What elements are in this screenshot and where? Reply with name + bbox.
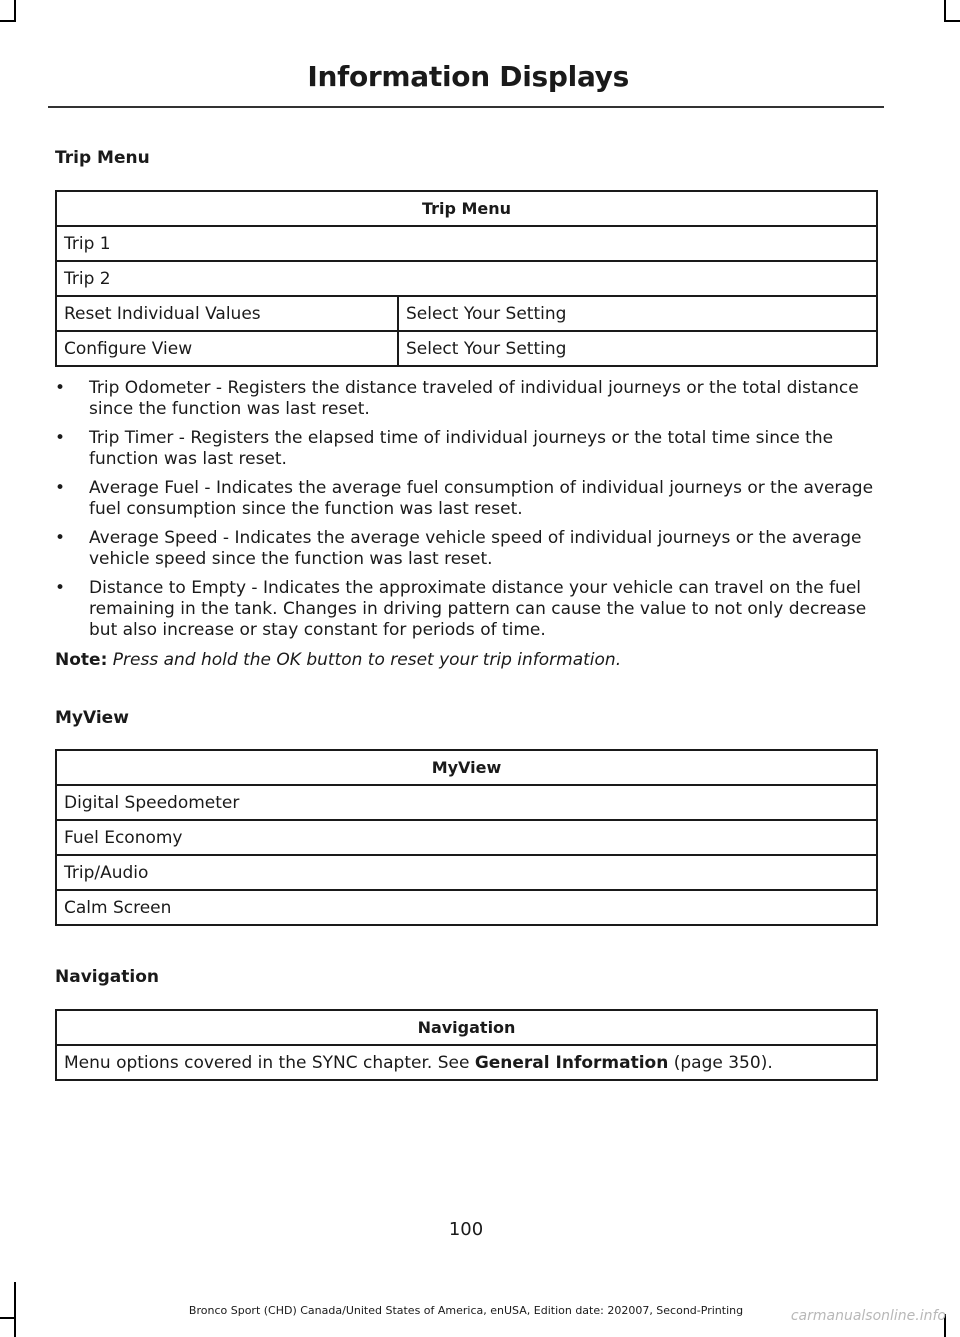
table-row: Trip 2 (56, 261, 877, 296)
navigation-row-suffix: (page 350). (673, 1052, 773, 1073)
edition-footer: Bronco Sport (CHD) Canada/United States of America, enUSA, Edition date: 202007, Second-Printing (188, 1304, 744, 1317)
list-item-text: Distance to Empty - Indicates the approximate distance your vehicle can travel on the fuel remaining in the tank. Changes in driving pattern can cause the value to not only decrease but also increase or stay constant for periods of time. (89, 578, 867, 640)
myview-table (55, 749, 878, 926)
table-row (56, 1045, 877, 1080)
table-cell-value: Select Your Setting (398, 331, 877, 366)
navigation-table (55, 1009, 878, 1081)
myview-heading: MyView (55, 708, 129, 728)
note-text: Press and hold the OK button to reset your trip information. (112, 650, 622, 670)
crop-mark (944, 0, 946, 22)
table-row: Calm Screen (56, 890, 877, 925)
crop-mark (14, 0, 16, 22)
list-item-text: Trip Odometer - Registers the distance traveled of individual journeys or the total distance since the function was last reset. (89, 378, 859, 419)
trip-menu-table-header: Trip Menu (56, 191, 877, 226)
note-label: Note: (55, 650, 108, 670)
list-item (55, 528, 885, 570)
trip-menu-heading: Trip Menu (55, 148, 150, 168)
myview-table-header: MyView (56, 750, 877, 785)
header-divider (48, 106, 884, 108)
list-item (55, 478, 885, 520)
page-number: 100 (448, 1219, 484, 1240)
navigation-row-text: Menu options covered in the SYNC chapter. See (64, 1052, 470, 1073)
general-information-link[interactable]: General Information (474, 1052, 669, 1073)
bullet-icon: • (55, 378, 66, 398)
page-title: Information Displays (307, 60, 629, 93)
list-item-text: Average Fuel - Indicates the average fuel consumption of individual journeys or the average fuel consumption since the function was last reset. (89, 478, 874, 519)
crop-mark (944, 20, 960, 22)
crop-mark (0, 1317, 16, 1319)
trip-menu-table (55, 190, 878, 367)
navigation-table-header: Navigation (56, 1010, 877, 1045)
table-cell-value: Select Your Setting (398, 296, 877, 331)
note (55, 650, 621, 670)
trip-info-list (55, 378, 885, 649)
list-item-text: Trip Timer - Registers the elapsed time of individual journeys or the total time since the function was last reset. (89, 428, 834, 469)
list-item-text: Average Speed - Indicates the average vehicle speed of individual journeys or the average vehicle speed since the function was last reset. (89, 528, 862, 569)
table-row: Trip 1 (56, 226, 877, 261)
table-cell-label: Configure View (56, 331, 398, 366)
list-item (55, 578, 885, 641)
crop-mark (0, 20, 16, 22)
bullet-icon: • (55, 428, 66, 448)
table-row (56, 296, 877, 331)
table-cell-label: Reset Individual Values (56, 296, 398, 331)
list-item (55, 428, 885, 470)
table-row: Trip/Audio (56, 855, 877, 890)
bullet-icon: • (55, 478, 66, 498)
bullet-icon: • (55, 528, 66, 548)
table-row (56, 331, 877, 366)
table-row: Fuel Economy (56, 820, 877, 855)
bullet-icon: • (55, 578, 66, 598)
table-row: Digital Speedometer (56, 785, 877, 820)
list-item (55, 378, 885, 420)
watermark: carmanualsonline.info (790, 1308, 946, 1324)
navigation-heading: Navigation (55, 967, 159, 987)
